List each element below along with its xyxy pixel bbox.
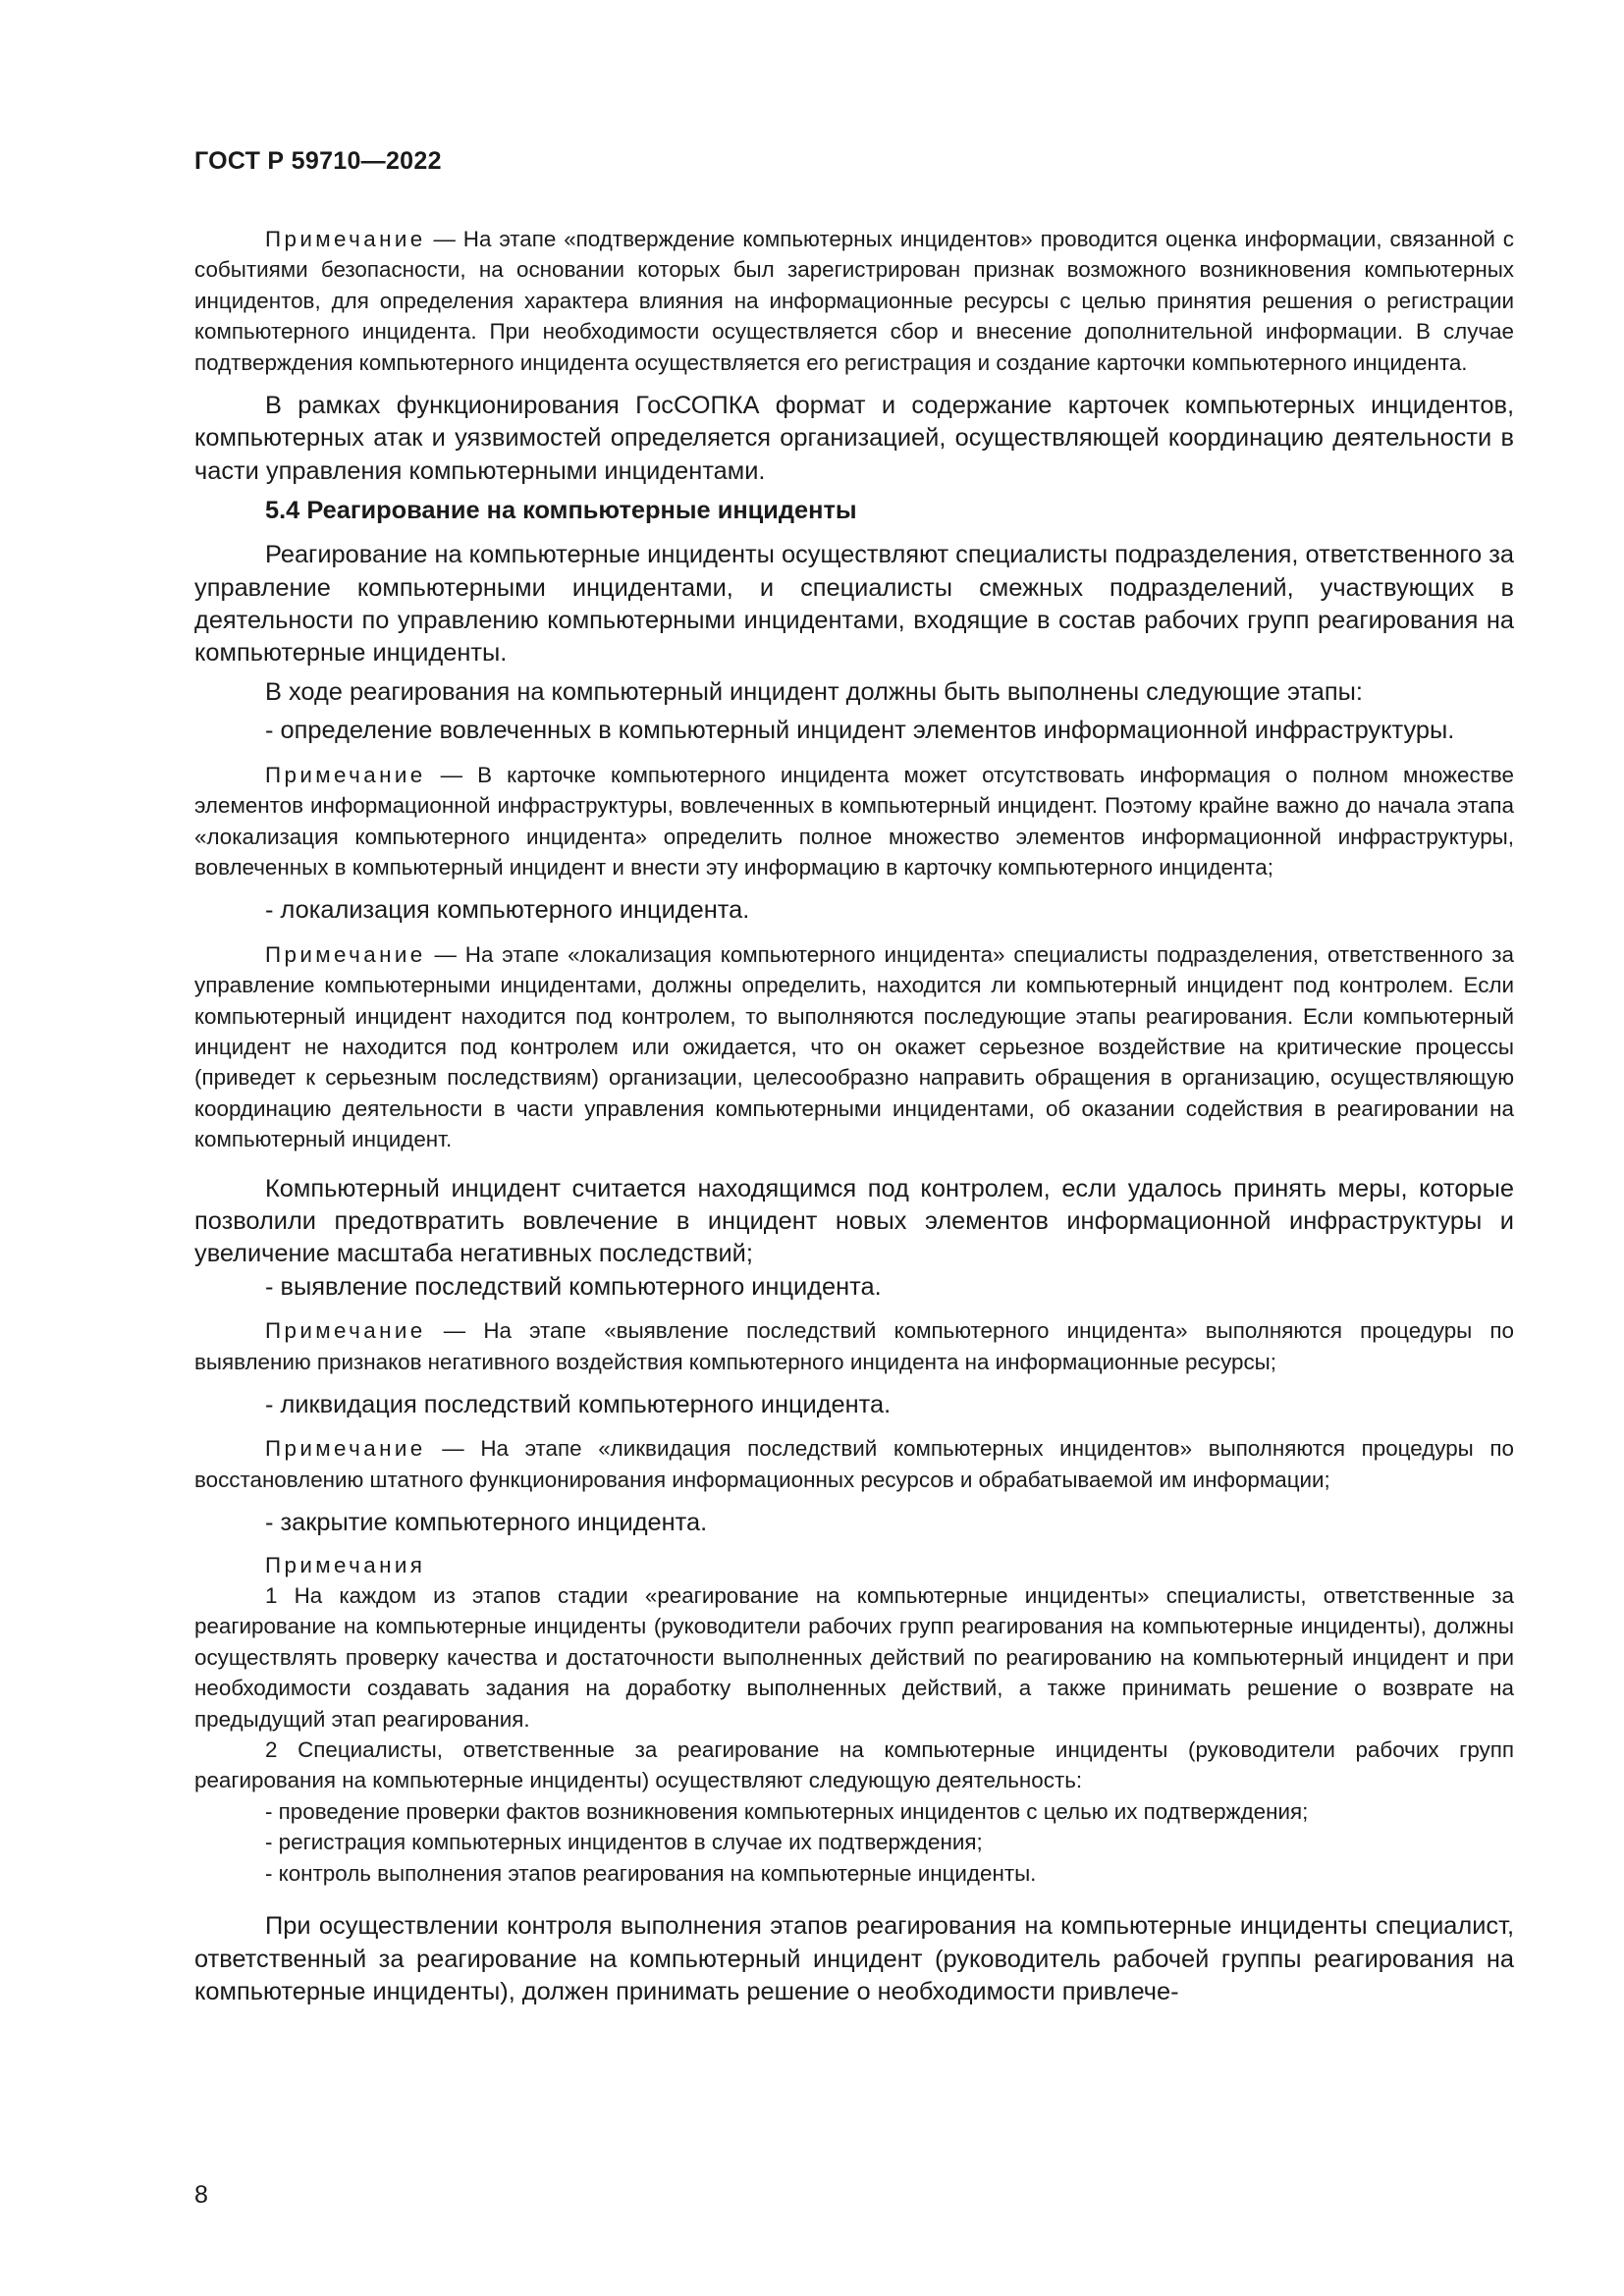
note-elimination bbox=[194, 1433, 1514, 1495]
page-number: 8 bbox=[194, 2181, 208, 2209]
paragraph-gossopka: В рамках функционирования ГосСОПКА формат и содержание карточек компьютерных инцидентов, компьютерных атак и уязвимостей определяется организацией, осуществляющей координацию деятельности в части управления компьютерными инцидентами. bbox=[194, 392, 1514, 485]
note-text: — На этапе «выявление последствий компьютерного инцидента» выполняются процедуры по выявлению признаков негативного воздействия компьютерного инцидента на информационные ресурсы; bbox=[194, 1318, 1514, 1374]
notes-item-2: 2 Специалисты, ответственные за реагирование на компьютерные инциденты (руководители рабочих групп реагирования на компьютерные инциденты) осуществляют следующую деятельность: bbox=[194, 1737, 1514, 1793]
stage-localization: - локализация компьютерного инцидента. bbox=[265, 896, 750, 925]
standard-header: ГОСТ Р 59710—2022 bbox=[194, 147, 442, 175]
note-text: — На этапе «ликвидация последствий компьютерных инцидентов» выполняются процедуры по восстановлению штатного функционирования информационных ресурсов и обрабатываемой им информации; bbox=[194, 1436, 1514, 1492]
stage-consequences: - выявление последствий компьютерного инцидента. bbox=[265, 1272, 882, 1301]
paragraph-control: При осуществлении контроля выполнения этапов реагирования на компьютерные инциденты специалист, ответственный за реагирование на компьютерный инцидент (руководитель рабочей группы реагирования на компьютерные инциденты), должен принимать решение о необходимости привлече- bbox=[194, 1912, 1514, 2005]
stage-closure: - закрытие компьютерного инцидента. bbox=[265, 1509, 708, 1537]
stage-identification: - определение вовлеченных в компьютерный инцидент элементов информационной инфраструктуры. bbox=[265, 717, 1455, 745]
notes-heading: Примечания bbox=[265, 1552, 426, 1577]
note-consequences bbox=[194, 1315, 1514, 1377]
note-text: — В карточке компьютерного инцидента может отсутствовать информация о полном множестве элементов информационной инфраструктуры, вовлеченных в компьютерный инцидент. Поэтому крайне важно до начала этапа «локализация компьютерного инцидента» определить полное множество элементов информационной инфраструктуры, вовлеченных в компьютерный инцидент и внести эту информацию в карточку компьютерного инцидента; bbox=[194, 762, 1514, 880]
note-text: — На этапе «локализация компьютерного инцидента» специалисты подразделения, ответственного за управление компьютерными инцидентами, должны определить, находится ли компьютерный инцидент под контролем. Если компьютерный инцидент находится под контролем, то выполняются последующие этапы реагирования. Если компьютерный инцидент не находится под контролем или ожидается, что он окажет серьезное воздействие на критические процессы (приведет к серьезным последствиям) организации, целесообразно направить обращения в организацию, осуществляющую координацию деятельности в части управления компьютерными инцидентами, об оказании содействия в реагировании на компьютерный инцидент. bbox=[194, 941, 1514, 1152]
paragraph-stages-intro: В ходе реагирования на компьютерный инцидент должны быть выполнены следующие этапы: bbox=[265, 677, 1363, 706]
note-text: — На этапе «подтверждение компьютерных инцидентов» проводится оценка информации, связанной с событиями безопасности, на основании которых был зарегистрирован признак возможного возникновения компьютерных инцидентов, для определения характера влияния на информационные ресурсы с целью принятия решения о регистрации компьютерного инцидента. При необходимости осуществляется сбор и внесение дополнительной информации. В случае подтверждения компьютерного инцидента осуществляется его регистрация и создание карточки компьютерного инцидента. bbox=[194, 227, 1514, 375]
note-label: Примечание bbox=[265, 227, 426, 251]
note-label: Примечание bbox=[265, 1436, 426, 1462]
paragraph-under-control: Компьютерный инцидент считается находящимся под контролем, если удалось принять меры, которые позволили предотвратить вовлечение в инцидент новых элементов информационной инфраструктуры и увеличение масштаба негативных последствий; bbox=[194, 1174, 1514, 1268]
note-confirmation bbox=[194, 224, 1514, 378]
note-label: Примечание bbox=[265, 941, 426, 967]
section-heading: 5.4 Реагирование на компьютерные инциденты bbox=[265, 497, 857, 525]
note-label: Примечание bbox=[265, 762, 426, 787]
note-label: Примечание bbox=[265, 1318, 426, 1344]
notes-item-1: 1 На каждом из этапов стадии «реагирование на компьютерные инциденты» специалисты, ответственные за реагирование на компьютерные инциденты (руководители рабочих групп реагирования на компьютерные инциденты), должны осуществлять проверку качества и достаточности выполненных действий по реагированию на компьютерный инцидент и при необходимости создавать задания на доработку выполненных действий, а также принимать решение о возврате на предыдущий этап реагирования. bbox=[194, 1583, 1514, 1732]
page-content bbox=[194, 224, 1514, 2014]
notes-list-item: - контроль выполнения этапов реагирования на компьютерные инциденты. bbox=[265, 1860, 1037, 1886]
notes-list-item: - регистрация компьютерных инцидентов в случае их подтверждения; bbox=[265, 1830, 983, 1855]
note-identification bbox=[194, 760, 1514, 883]
note-localization bbox=[194, 939, 1514, 1155]
notes-list-item: - проведение проверки фактов возникновения компьютерных инцидентов с целью их подтверждения; bbox=[265, 1798, 1309, 1824]
paragraph-response-specialists: Реагирование на компьютерные инциденты осуществляют специалисты подразделения, ответственного за управление компьютерными инцидентами, и специалисты смежных подразделений, участвующих в деятельности по управлению компьютерными инцидентами, входящие в состав рабочих групп реагирования на компьютерные инциденты. bbox=[194, 541, 1514, 667]
stage-elimination: - ликвидация последствий компьютерного инцидента. bbox=[265, 1391, 892, 1418]
